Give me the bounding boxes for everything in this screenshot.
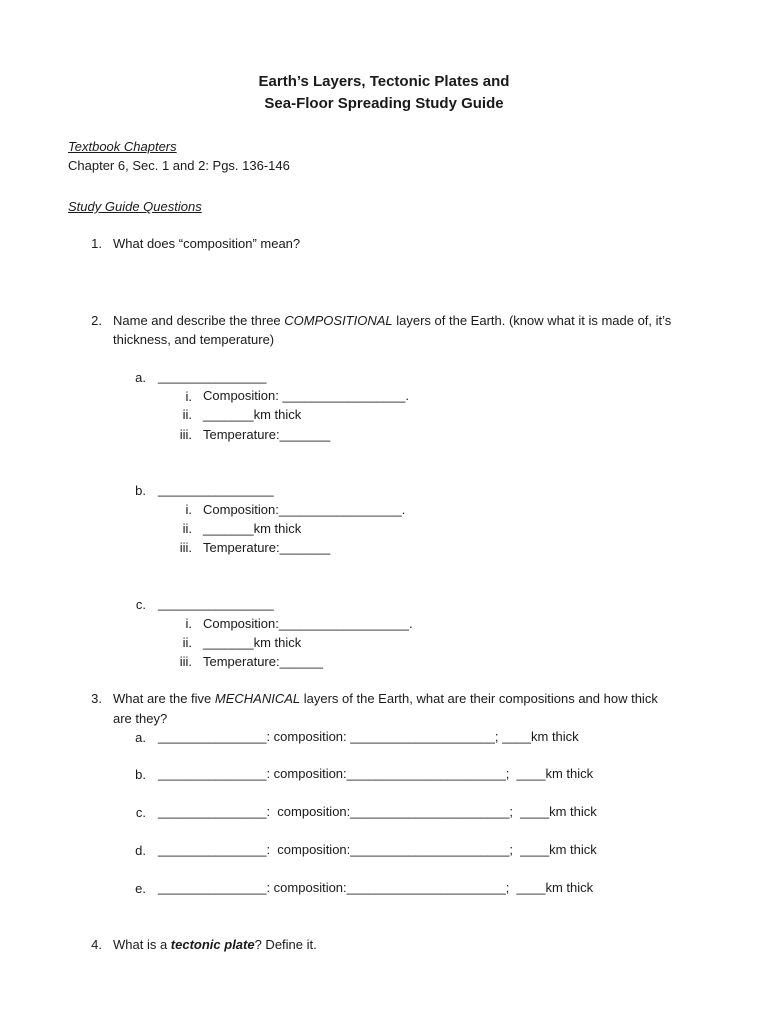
sub-item-text: Composition: _________________.	[203, 388, 410, 403]
textbook-heading: Textbook Chapters	[68, 139, 177, 154]
question-text: What does “composition” mean?	[113, 236, 301, 251]
sub-item-number: ii.	[182, 407, 192, 422]
question-text-continued: thickness, and temperature)	[113, 332, 275, 347]
questions-heading: Study Guide Questions	[68, 199, 202, 214]
answer-blank: ________________	[158, 482, 274, 497]
emphasis-text: COMPOSITIONAL	[284, 313, 393, 328]
sub-item-text: Composition:_________________.	[203, 502, 406, 517]
answer-blank: ________________	[158, 596, 274, 611]
sub-item-text: Composition:__________________.	[203, 616, 413, 631]
answer-blank: _______________	[158, 369, 267, 384]
emphasis-text: MECHANICAL	[214, 691, 301, 706]
item-letter: b.	[135, 483, 146, 498]
title-line-2: Sea-Floor Spreading Study Guide	[264, 95, 504, 112]
question-text: Name and describe the three COMPOSITIONAL layers of the Earth. (know what it is made of, it’s	[113, 313, 672, 328]
sub-item-text: Temperature:______	[203, 654, 323, 669]
emphasis-text: tectonic plate	[170, 937, 255, 952]
item-text: _______________: composition:______________________; ____km thick	[158, 766, 594, 781]
sub-item-number: ii.	[182, 635, 192, 650]
sub-item-number: iii.	[179, 654, 192, 669]
sub-item-text: Temperature:_______	[203, 427, 331, 442]
item-text: _______________: composition: ____________________; ____km thick	[158, 729, 579, 744]
item-letter: a.	[135, 730, 146, 745]
sub-item-number: ii.	[182, 521, 192, 536]
question-number: 2.	[91, 313, 102, 328]
item-text: _______________: composition:______________________; ____km thick	[158, 842, 597, 857]
chapter-reference: Chapter 6, Sec. 1 and 2: Pgs. 136-146	[68, 158, 290, 173]
sub-item-text: _______km thick	[203, 407, 302, 422]
question-number: 3.	[91, 691, 102, 706]
sub-item-number: iii.	[179, 540, 192, 555]
sub-item-text: _______km thick	[203, 635, 302, 650]
question-text-continued: are they?	[113, 711, 168, 726]
sub-item-number: iii.	[179, 427, 192, 442]
question-text: What is a tectonic plate? Define it.	[113, 937, 317, 952]
sub-item-number: i.	[185, 616, 192, 631]
question-text: What are the five MECHANICAL layers of the Earth, what are their compositions and how thick	[113, 691, 658, 706]
item-letter: d.	[135, 843, 146, 858]
sub-item-text: Temperature:_______	[203, 540, 331, 555]
item-text: _______________: composition:______________________; ____km thick	[158, 880, 594, 895]
item-letter: e.	[135, 881, 146, 896]
item-letter: a.	[135, 370, 146, 385]
item-letter: c.	[135, 805, 146, 820]
title-line-1: Earth’s Layers, Tectonic Plates and	[258, 73, 510, 90]
question-number: 4.	[91, 937, 102, 952]
sub-item-number: i.	[185, 389, 192, 404]
question-number: 1.	[91, 236, 102, 251]
item-text: _______________: composition:______________________; ____km thick	[158, 804, 597, 819]
item-letter: c.	[135, 597, 146, 612]
sub-item-text: _______km thick	[203, 521, 302, 536]
item-letter: b.	[135, 767, 146, 782]
sub-item-number: i.	[185, 502, 192, 517]
